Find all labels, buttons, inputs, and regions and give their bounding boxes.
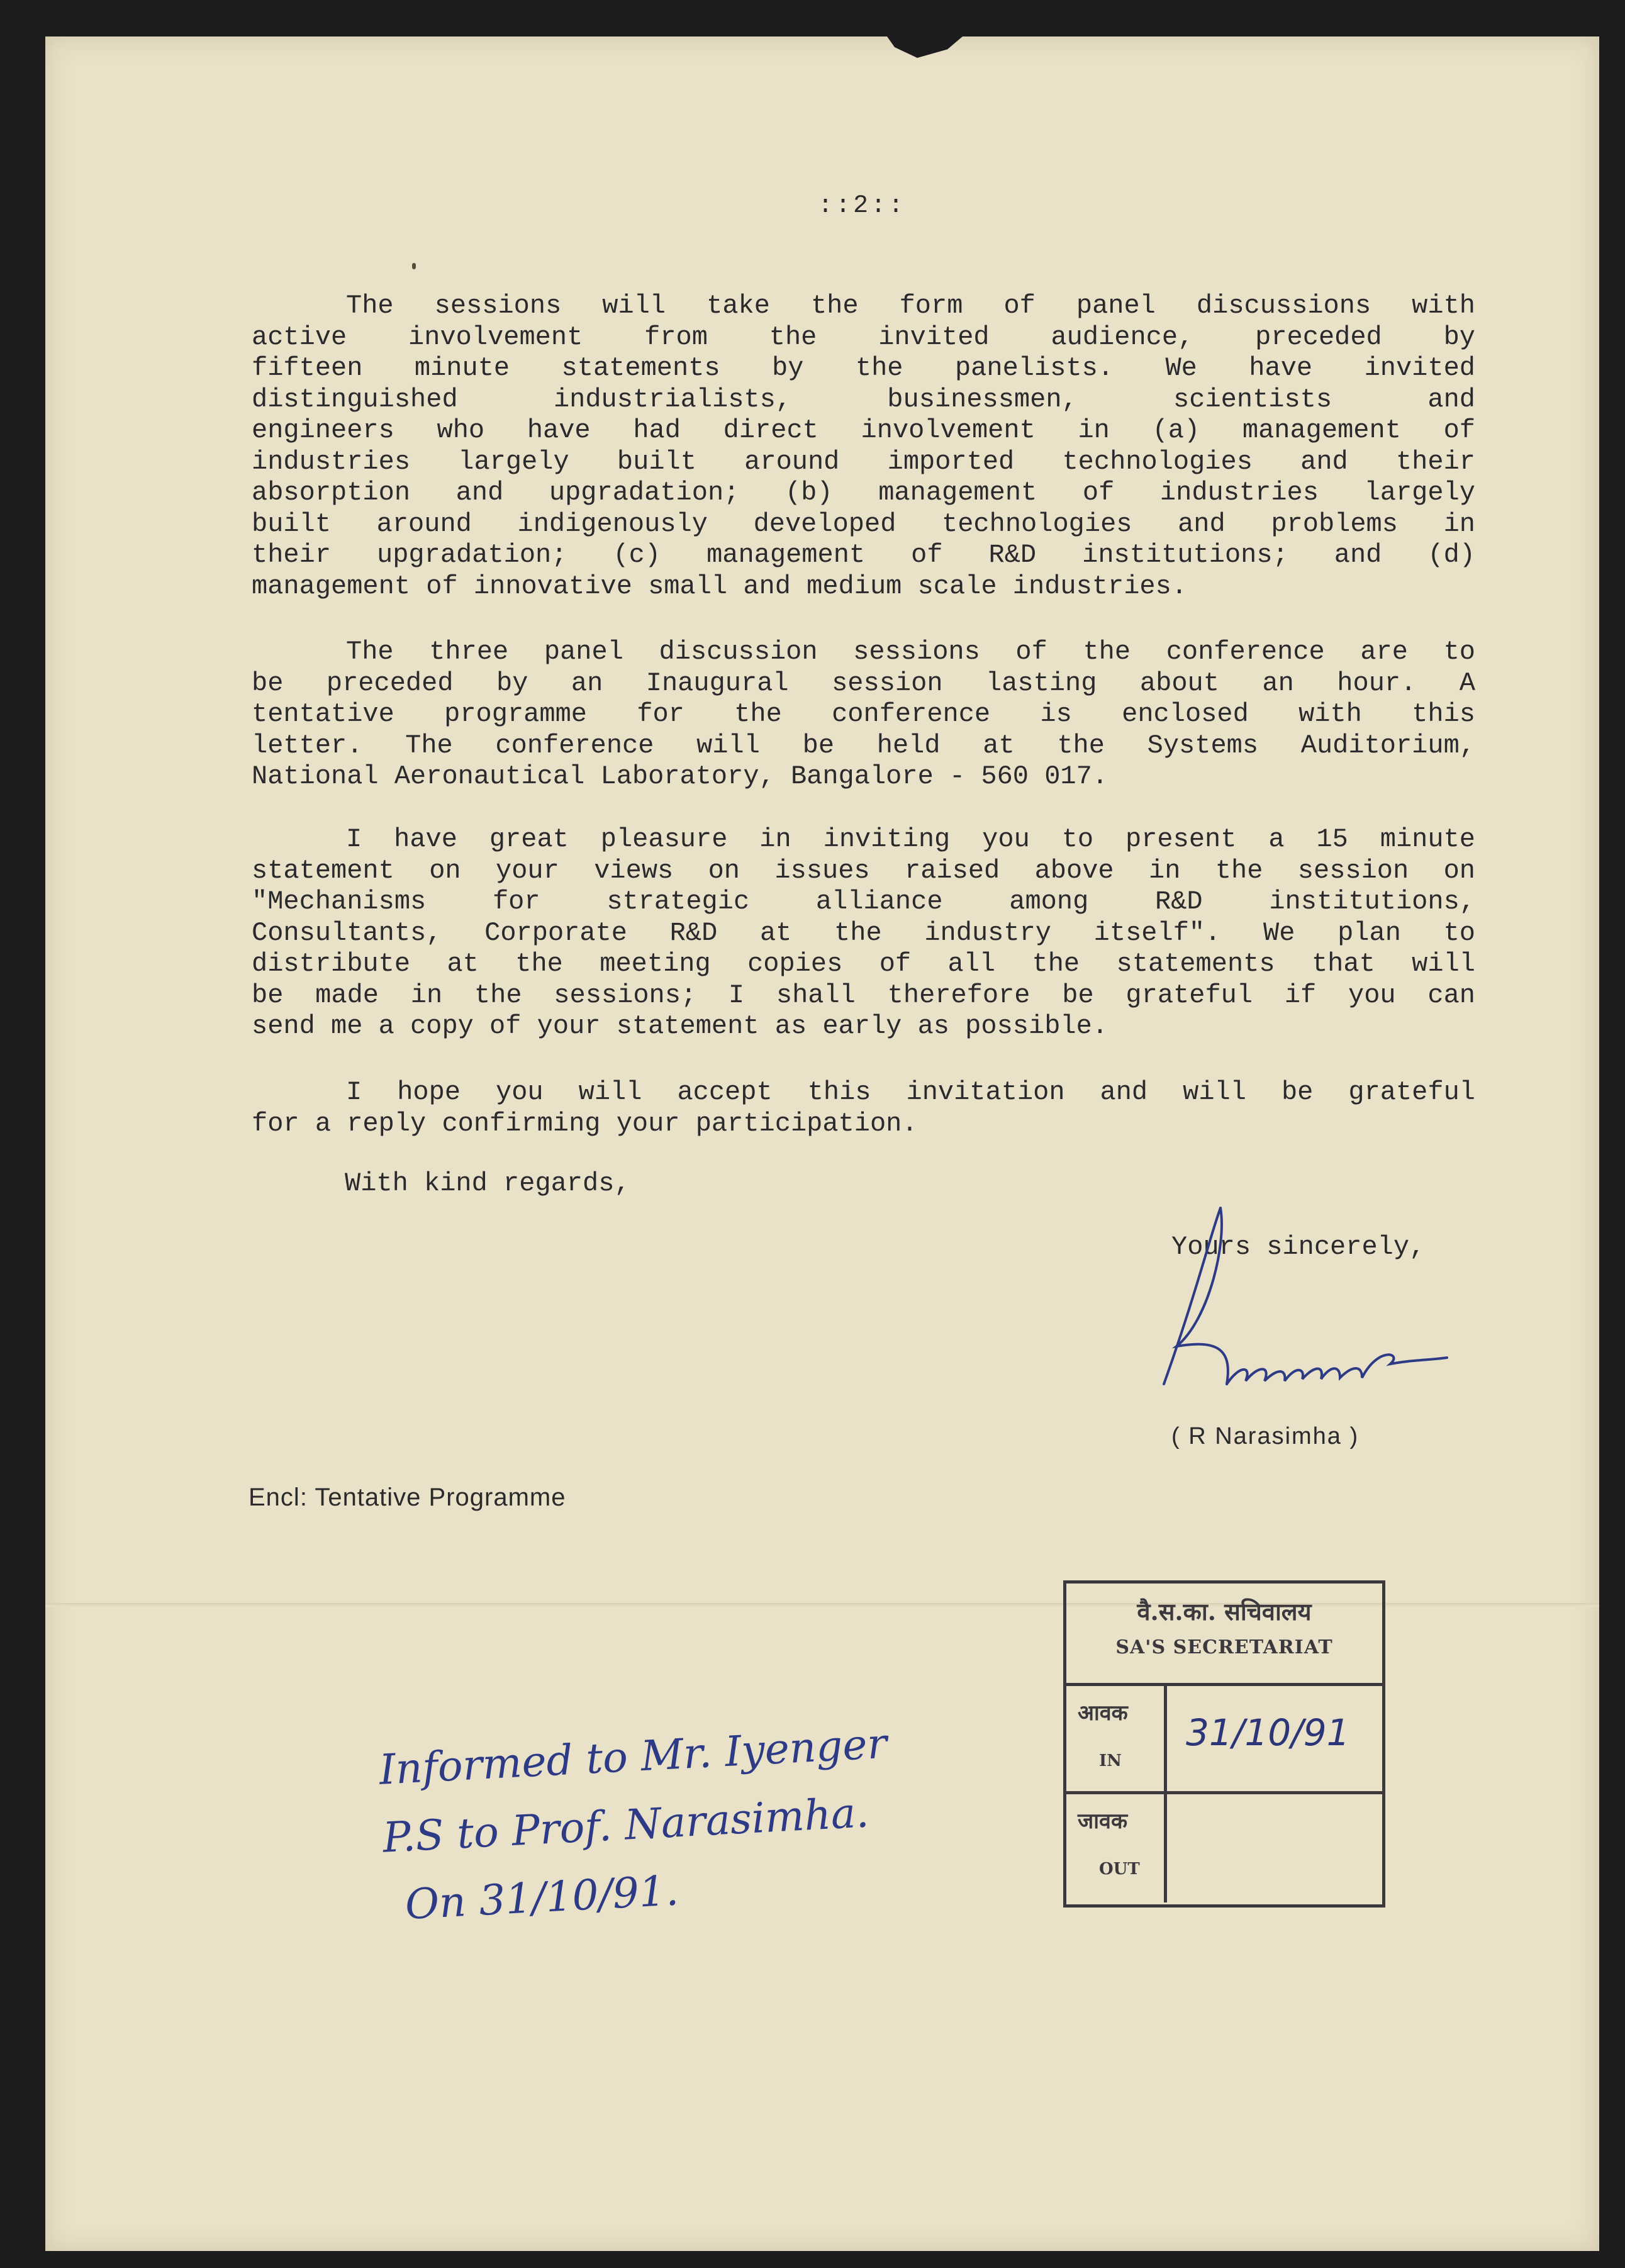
paragraph-line: their upgradation; (c) management of R&D institutions; and (d): [252, 540, 1475, 570]
stamp-header: [1066, 1584, 1382, 1686]
sign-off: Yours sincerely,: [1171, 1232, 1426, 1262]
ink-speck: [412, 263, 416, 269]
stamp-divider: [1164, 1794, 1167, 1902]
paragraph-line: tentative programme for the conference is enclosed with this: [252, 699, 1475, 729]
paragraph-line: The three panel discussion sessions of the conference are to: [346, 637, 1475, 667]
closing-greeting: With kind regards,: [345, 1168, 630, 1198]
paragraph-line: I hope you will accept this invitation and will be grateful: [346, 1077, 1475, 1107]
handwritten-note: [377, 1710, 896, 1940]
stamp-out-row: [1066, 1794, 1382, 1902]
paragraph-line: absorption and upgradation; (b) management of industries largely: [252, 478, 1475, 508]
paragraph-line: letter. The conference will be held at the Systems Auditorium,: [252, 730, 1475, 761]
paragraph-line: distinguished industrialists, businessmen, scientists and: [252, 384, 1475, 415]
handwritten-note-line: On 31/10/91.: [404, 1866, 680, 1930]
stamp-title-hindi: वै.स.का. सचिवालय: [1137, 1597, 1312, 1626]
stamp-in-label-english: IN: [1099, 1751, 1122, 1770]
paragraph-line: statement on your views on issues raised above in the session on: [252, 855, 1475, 886]
stamp-in-date: 31/10/91: [1186, 1711, 1350, 1754]
paragraph-line: send me a copy of your statement as early as possible.: [252, 1011, 1108, 1041]
paragraph-programme: [252, 637, 1475, 793]
signature: [1151, 1195, 1453, 1409]
paragraph-line: I have great pleasure in inviting you to present a 15 minute: [346, 824, 1475, 854]
stamp-out-label-hindi: जावक: [1078, 1809, 1128, 1834]
handwritten-note-line: P.S to Prof. Narasimha.: [381, 1788, 870, 1862]
page-number: ::2::: [818, 192, 907, 220]
paragraph-line: The sessions will take the form of panel discussions with: [346, 291, 1475, 321]
paragraph-line: distribute at the meeting copies of all the statements that will: [252, 949, 1475, 979]
stamp-title-english: SA'S SECRETARIAT: [1115, 1636, 1333, 1658]
paragraph-line: for a reply confirming your participation.: [252, 1108, 918, 1139]
paragraph-line: be made in the sessions; I shall therefore be grateful if you can: [252, 980, 1475, 1010]
paragraph-line: management of innovative small and medium scale industries.: [252, 571, 1188, 601]
stamp-in-label-hindi: आवक: [1078, 1701, 1128, 1726]
paragraph-line: National Aeronautical Laboratory, Bangalore - 560 017.: [252, 761, 1108, 791]
typed-signatory-name: ( R Narasimha ): [1171, 1423, 1360, 1450]
paragraph-line: engineers who have had direct involvement in (a) management of: [252, 415, 1475, 445]
paragraph-invitation: [252, 824, 1475, 1042]
paragraph-acceptance: [252, 1077, 1475, 1139]
paragraph-sessions: [252, 291, 1475, 602]
paragraph-line: "Mechanisms for strategic alliance among R&D institutions,: [252, 886, 1475, 917]
paragraph-line: Consultants, Corporate R&D at the industry itself". We plan to: [252, 917, 1475, 948]
paragraph-line: active involvement from the invited audience, preceded by: [252, 321, 1475, 352]
paragraph-line: built around indigenously developed technologies and problems in: [252, 508, 1475, 539]
secretariat-stamp: [1063, 1580, 1385, 1908]
enclosure-line: Encl: Tentative Programme: [248, 1483, 566, 1511]
stamp-out-label-english: OUT: [1099, 1860, 1140, 1879]
stamp-divider: [1164, 1686, 1167, 1791]
handwritten-note-line: Informed to Mr. Iyenger: [377, 1719, 888, 1794]
paragraph-line: fifteen minute statements by the panelists. We have invited: [252, 353, 1475, 383]
stamp-in-row: [1066, 1686, 1382, 1794]
paragraph-line: industries largely built around imported technologies and their: [252, 446, 1475, 477]
paragraph-line: be preceded by an Inaugural session lasting about an hour. A: [252, 668, 1475, 698]
